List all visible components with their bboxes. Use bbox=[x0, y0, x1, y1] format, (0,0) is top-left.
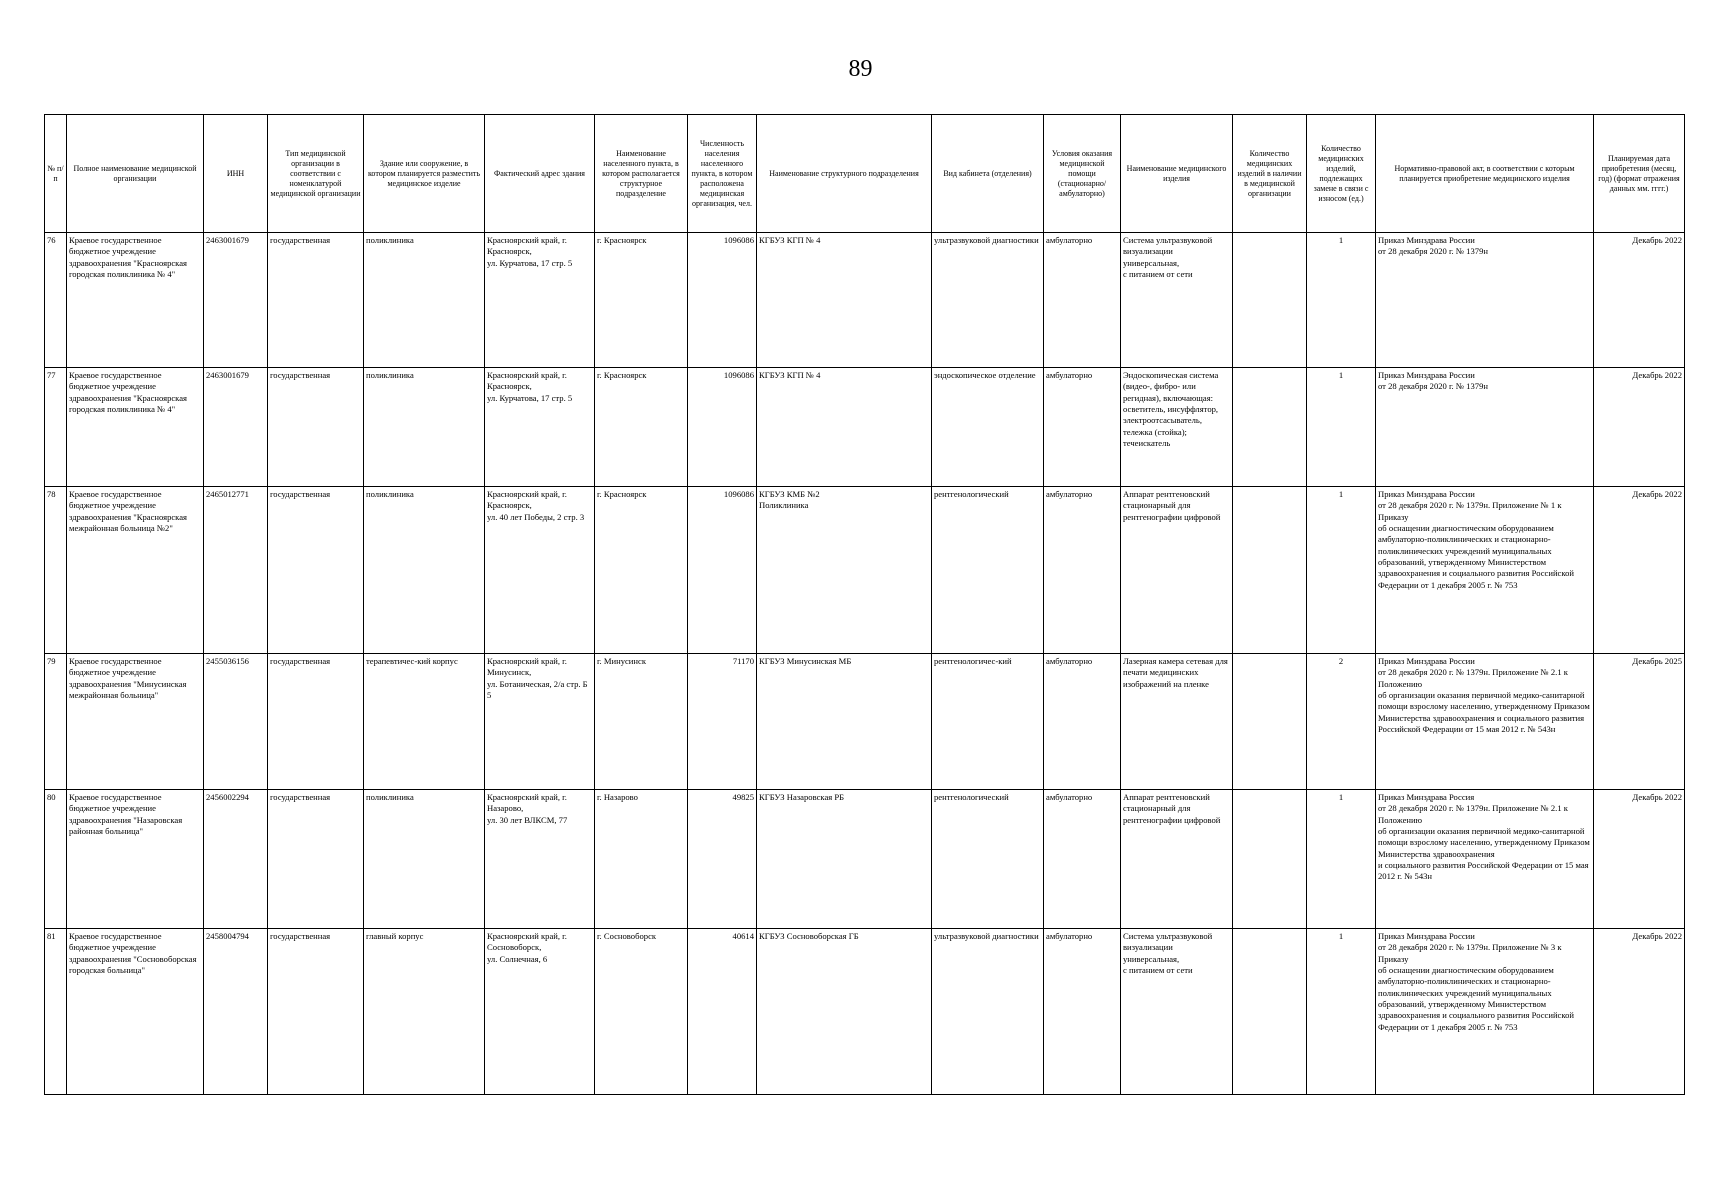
cell-date: Декабрь 2022 bbox=[1594, 487, 1685, 654]
table-row bbox=[45, 790, 1685, 929]
cell-replace-qty: 1 bbox=[1307, 790, 1376, 929]
cell-cabinet: рентгенологический bbox=[932, 790, 1044, 929]
cell-type: государственная bbox=[268, 368, 364, 487]
cell-population: 1096086 bbox=[688, 233, 757, 368]
cell-population: 71170 bbox=[688, 654, 757, 790]
cell-conditions: амбулаторно bbox=[1044, 487, 1121, 654]
cell-locality: г. Красноярск bbox=[595, 487, 688, 654]
cell-population: 40614 bbox=[688, 929, 757, 1095]
header-population: Численность населения населенного пункта, в котором расположена медицинская организация, чел. bbox=[688, 115, 757, 233]
cell-org: Краевое государственное бюджетное учреждение здравоохранения "Назаровская районная больница" bbox=[67, 790, 204, 929]
header-unit: Наименование структурного подразделения bbox=[757, 115, 932, 233]
cell-type: государственная bbox=[268, 654, 364, 790]
cell-locality: г. Красноярск bbox=[595, 368, 688, 487]
cell-unit: КГБУЗ Сосновоборская ГБ bbox=[757, 929, 932, 1095]
cell-date: Декабрь 2022 bbox=[1594, 790, 1685, 929]
cell-unit: КГБУЗ Назаровская РБ bbox=[757, 790, 932, 929]
cell-building: поликлиника bbox=[364, 487, 485, 654]
cell-type: государственная bbox=[268, 790, 364, 929]
cell-in-stock bbox=[1233, 233, 1307, 368]
table-row bbox=[45, 487, 1685, 654]
cell-num: 80 bbox=[45, 790, 67, 929]
cell-num: 79 bbox=[45, 654, 67, 790]
cell-in-stock bbox=[1233, 654, 1307, 790]
cell-replace-qty: 1 bbox=[1307, 929, 1376, 1095]
cell-act: Приказ Минздрава Россия от 28 декабря 2020 г. № 1379н. Приложение № 2.1 к Положению об организации оказания первичной медико-санитарной помощи взрослому населению, утвержденному Приказом Министерства здравоохранения и социального развития Российской Федерации от 15 мая 2012 г. № 543н bbox=[1376, 790, 1594, 929]
table-row bbox=[45, 654, 1685, 790]
cell-org: Краевое государственное бюджетное учреждение здравоохранения "Красноярская межрайонная больница №2" bbox=[67, 487, 204, 654]
equipment-table bbox=[44, 114, 1685, 1095]
table-row bbox=[45, 929, 1685, 1095]
header-inn: ИНН bbox=[204, 115, 268, 233]
header-locality: Наименование населенного пункта, в котором располагается структурное подразделение bbox=[595, 115, 688, 233]
cell-building: поликлиника bbox=[364, 790, 485, 929]
cell-inn: 2456002294 bbox=[204, 790, 268, 929]
cell-in-stock bbox=[1233, 368, 1307, 487]
header-address: Фактический адрес здания bbox=[485, 115, 595, 233]
cell-population: 1096086 bbox=[688, 368, 757, 487]
header-in-stock: Количество медицинских изделий в наличии в медицинской организации bbox=[1233, 115, 1307, 233]
cell-inn: 2465012771 bbox=[204, 487, 268, 654]
page-number: 89 bbox=[848, 56, 873, 82]
cell-unit: КГБУЗ КГП № 4 bbox=[757, 368, 932, 487]
cell-building: поликлиника bbox=[364, 368, 485, 487]
cell-date: Декабрь 2022 bbox=[1594, 929, 1685, 1095]
cell-device: Эндоскопическая система (видео-, фибро- или регидная), включающая: осветитель, инсуффлятор, электроотсасыватель, тележка (стойка); течеискатель bbox=[1121, 368, 1233, 487]
cell-address: Красноярский край, г. Красноярск, ул. 40 лет Победы, 2 стр. 3 bbox=[485, 487, 595, 654]
cell-device: Лазерная камера сетевая для печати медицинских изображений на пленке bbox=[1121, 654, 1233, 790]
cell-in-stock bbox=[1233, 929, 1307, 1095]
header-cabinet: Вид кабинета (отделения) bbox=[932, 115, 1044, 233]
cell-date: Декабрь 2022 bbox=[1594, 368, 1685, 487]
cell-address: Красноярский край, г. Сосновоборск, ул. Солнечная, 6 bbox=[485, 929, 595, 1095]
cell-device: Аппарат рентгеновский стационарный для рентгенографии цифровой bbox=[1121, 790, 1233, 929]
cell-device: Система ультразвуковой визуализации универсальная, с питанием от сети bbox=[1121, 233, 1233, 368]
cell-address: Красноярский край, г. Красноярск, ул. Курчатова, 17 стр. 5 bbox=[485, 368, 595, 487]
cell-act: Приказ Минздрава России от 28 декабря 2020 г. № 1379н. Приложение № 2.1 к Положению об организации оказания первичной медико-санитарной помощи взрослому населению, утвержденному Приказом Министерства здравоохранения и социального развития Российской Федерации от 15 мая 2012 г. № 543н bbox=[1376, 654, 1594, 790]
cell-num: 78 bbox=[45, 487, 67, 654]
cell-conditions: амбулаторно bbox=[1044, 233, 1121, 368]
cell-locality: г. Минусинск bbox=[595, 654, 688, 790]
cell-building: терапевтичес-кий корпус bbox=[364, 654, 485, 790]
cell-num: 77 bbox=[45, 368, 67, 487]
cell-unit: КГБУЗ КМБ №2 Поликлиника bbox=[757, 487, 932, 654]
cell-population: 1096086 bbox=[688, 487, 757, 654]
header-device: Наименование медицинского изделия bbox=[1121, 115, 1233, 233]
header-type: Тип медицинской организации в соответствии с номенклатурой медицинской организации bbox=[268, 115, 364, 233]
cell-inn: 2455036156 bbox=[204, 654, 268, 790]
cell-conditions: амбулаторно bbox=[1044, 368, 1121, 487]
cell-replace-qty: 1 bbox=[1307, 233, 1376, 368]
cell-unit: КГБУЗ Минусинская МБ bbox=[757, 654, 932, 790]
cell-org: Краевое государственное бюджетное учреждение здравоохранения "Минусинская межрайонная больница" bbox=[67, 654, 204, 790]
cell-num: 81 bbox=[45, 929, 67, 1095]
cell-inn: 2458004794 bbox=[204, 929, 268, 1095]
cell-replace-qty: 1 bbox=[1307, 368, 1376, 487]
header-replace-qty: Количество медицинских изделий, подлежащих замене в связи с износом (ед.) bbox=[1307, 115, 1376, 233]
cell-inn: 2463001679 bbox=[204, 368, 268, 487]
cell-type: государственная bbox=[268, 487, 364, 654]
cell-building: главный корпус bbox=[364, 929, 485, 1095]
cell-locality: г. Красноярск bbox=[595, 233, 688, 368]
cell-type: государственная bbox=[268, 233, 364, 368]
cell-replace-qty: 2 bbox=[1307, 654, 1376, 790]
cell-conditions: амбулаторно bbox=[1044, 654, 1121, 790]
cell-cabinet: ультразвуковой диагностики bbox=[932, 929, 1044, 1095]
cell-cabinet: рентгенологичес-кий bbox=[932, 654, 1044, 790]
cell-cabinet: ультразвуковой диагностики bbox=[932, 233, 1044, 368]
cell-act: Приказ Минздрава России от 28 декабря 2020 г. № 1379н. Приложение № 3 к Приказу об оснащении диагностическим оборудованием амбулаторно-поликлинических и стационарно-поликлинических учреждений муниципальных образований, утвержденному Министерством здравоохранения и социального развития Российской Федерации от 1 декабря 2005 г. № 753 bbox=[1376, 929, 1594, 1095]
header-building: Здание или сооружение, в котором планируется разместить медицинское изделие bbox=[364, 115, 485, 233]
cell-inn: 2463001679 bbox=[204, 233, 268, 368]
cell-conditions: амбулаторно bbox=[1044, 929, 1121, 1095]
header-act: Нормативно-правовой акт, в соответствии с которым планируется приобретение медицинского изделия bbox=[1376, 115, 1594, 233]
cell-address: Красноярский край, г. Красноярск, ул. Курчатова, 17 стр. 5 bbox=[485, 233, 595, 368]
cell-address: Красноярский край, г. Назарово, ул. 30 лет ВЛКСМ, 77 bbox=[485, 790, 595, 929]
cell-conditions: амбулаторно bbox=[1044, 790, 1121, 929]
header-num: № п/п bbox=[45, 115, 67, 233]
table-row bbox=[45, 233, 1685, 368]
cell-device: Система ультразвуковой визуализации универсальная, с питанием от сети bbox=[1121, 929, 1233, 1095]
cell-in-stock bbox=[1233, 487, 1307, 654]
table-header-row bbox=[45, 115, 1685, 233]
header-conditions: Условия оказания медицинской помощи (стационарно/ амбулаторно) bbox=[1044, 115, 1121, 233]
cell-date: Декабрь 2022 bbox=[1594, 233, 1685, 368]
cell-act: Приказ Минздрава России от 28 декабря 2020 г. № 1379н bbox=[1376, 368, 1594, 487]
cell-building: поликлиника bbox=[364, 233, 485, 368]
cell-cabinet: рентгенологический bbox=[932, 487, 1044, 654]
header-date: Планируемая дата приобретения (месяц, год) (формат отражения данных мм. гггг.) bbox=[1594, 115, 1685, 233]
cell-locality: г. Назарово bbox=[595, 790, 688, 929]
cell-address: Красноярский край, г. Минусинск, ул. Ботаническая, 2/а стр. Б 5 bbox=[485, 654, 595, 790]
cell-device: Аппарат рентгеновский стационарный для рентгенографии цифровой bbox=[1121, 487, 1233, 654]
cell-unit: КГБУЗ КГП № 4 bbox=[757, 233, 932, 368]
cell-replace-qty: 1 bbox=[1307, 487, 1376, 654]
table-row bbox=[45, 368, 1685, 487]
cell-org: Краевое государственное бюджетное учреждение здравоохранения "Красноярская городская поликлиника № 4" bbox=[67, 233, 204, 368]
cell-cabinet: эндоскопическое отделение bbox=[932, 368, 1044, 487]
cell-type: государственная bbox=[268, 929, 364, 1095]
cell-date: Декабрь 2025 bbox=[1594, 654, 1685, 790]
header-org: Полное наименование медицинской организации bbox=[67, 115, 204, 233]
cell-num: 76 bbox=[45, 233, 67, 368]
cell-act: Приказ Минздрава России от 28 декабря 2020 г. № 1379н. Приложение № 1 к Приказу об оснащении диагностическим оборудованием амбулаторно-поликлинических и стационарно-поликлинических учреждений муниципальных образований, утвержденному Министерством здравоохранения и социального развития Российской Федерации от 1 декабря 2005 г. № 753 bbox=[1376, 487, 1594, 654]
cell-act: Приказ Минздрава России от 28 декабря 2020 г. № 1379н bbox=[1376, 233, 1594, 368]
cell-in-stock bbox=[1233, 790, 1307, 929]
cell-org: Краевое государственное бюджетное учреждение здравоохранения "Красноярская городская поликлиника № 4" bbox=[67, 368, 204, 487]
cell-locality: г. Сосновоборск bbox=[595, 929, 688, 1095]
cell-org: Краевое государственное бюджетное учреждение здравоохранения "Сосновоборская городская больница" bbox=[67, 929, 204, 1095]
cell-population: 49825 bbox=[688, 790, 757, 929]
